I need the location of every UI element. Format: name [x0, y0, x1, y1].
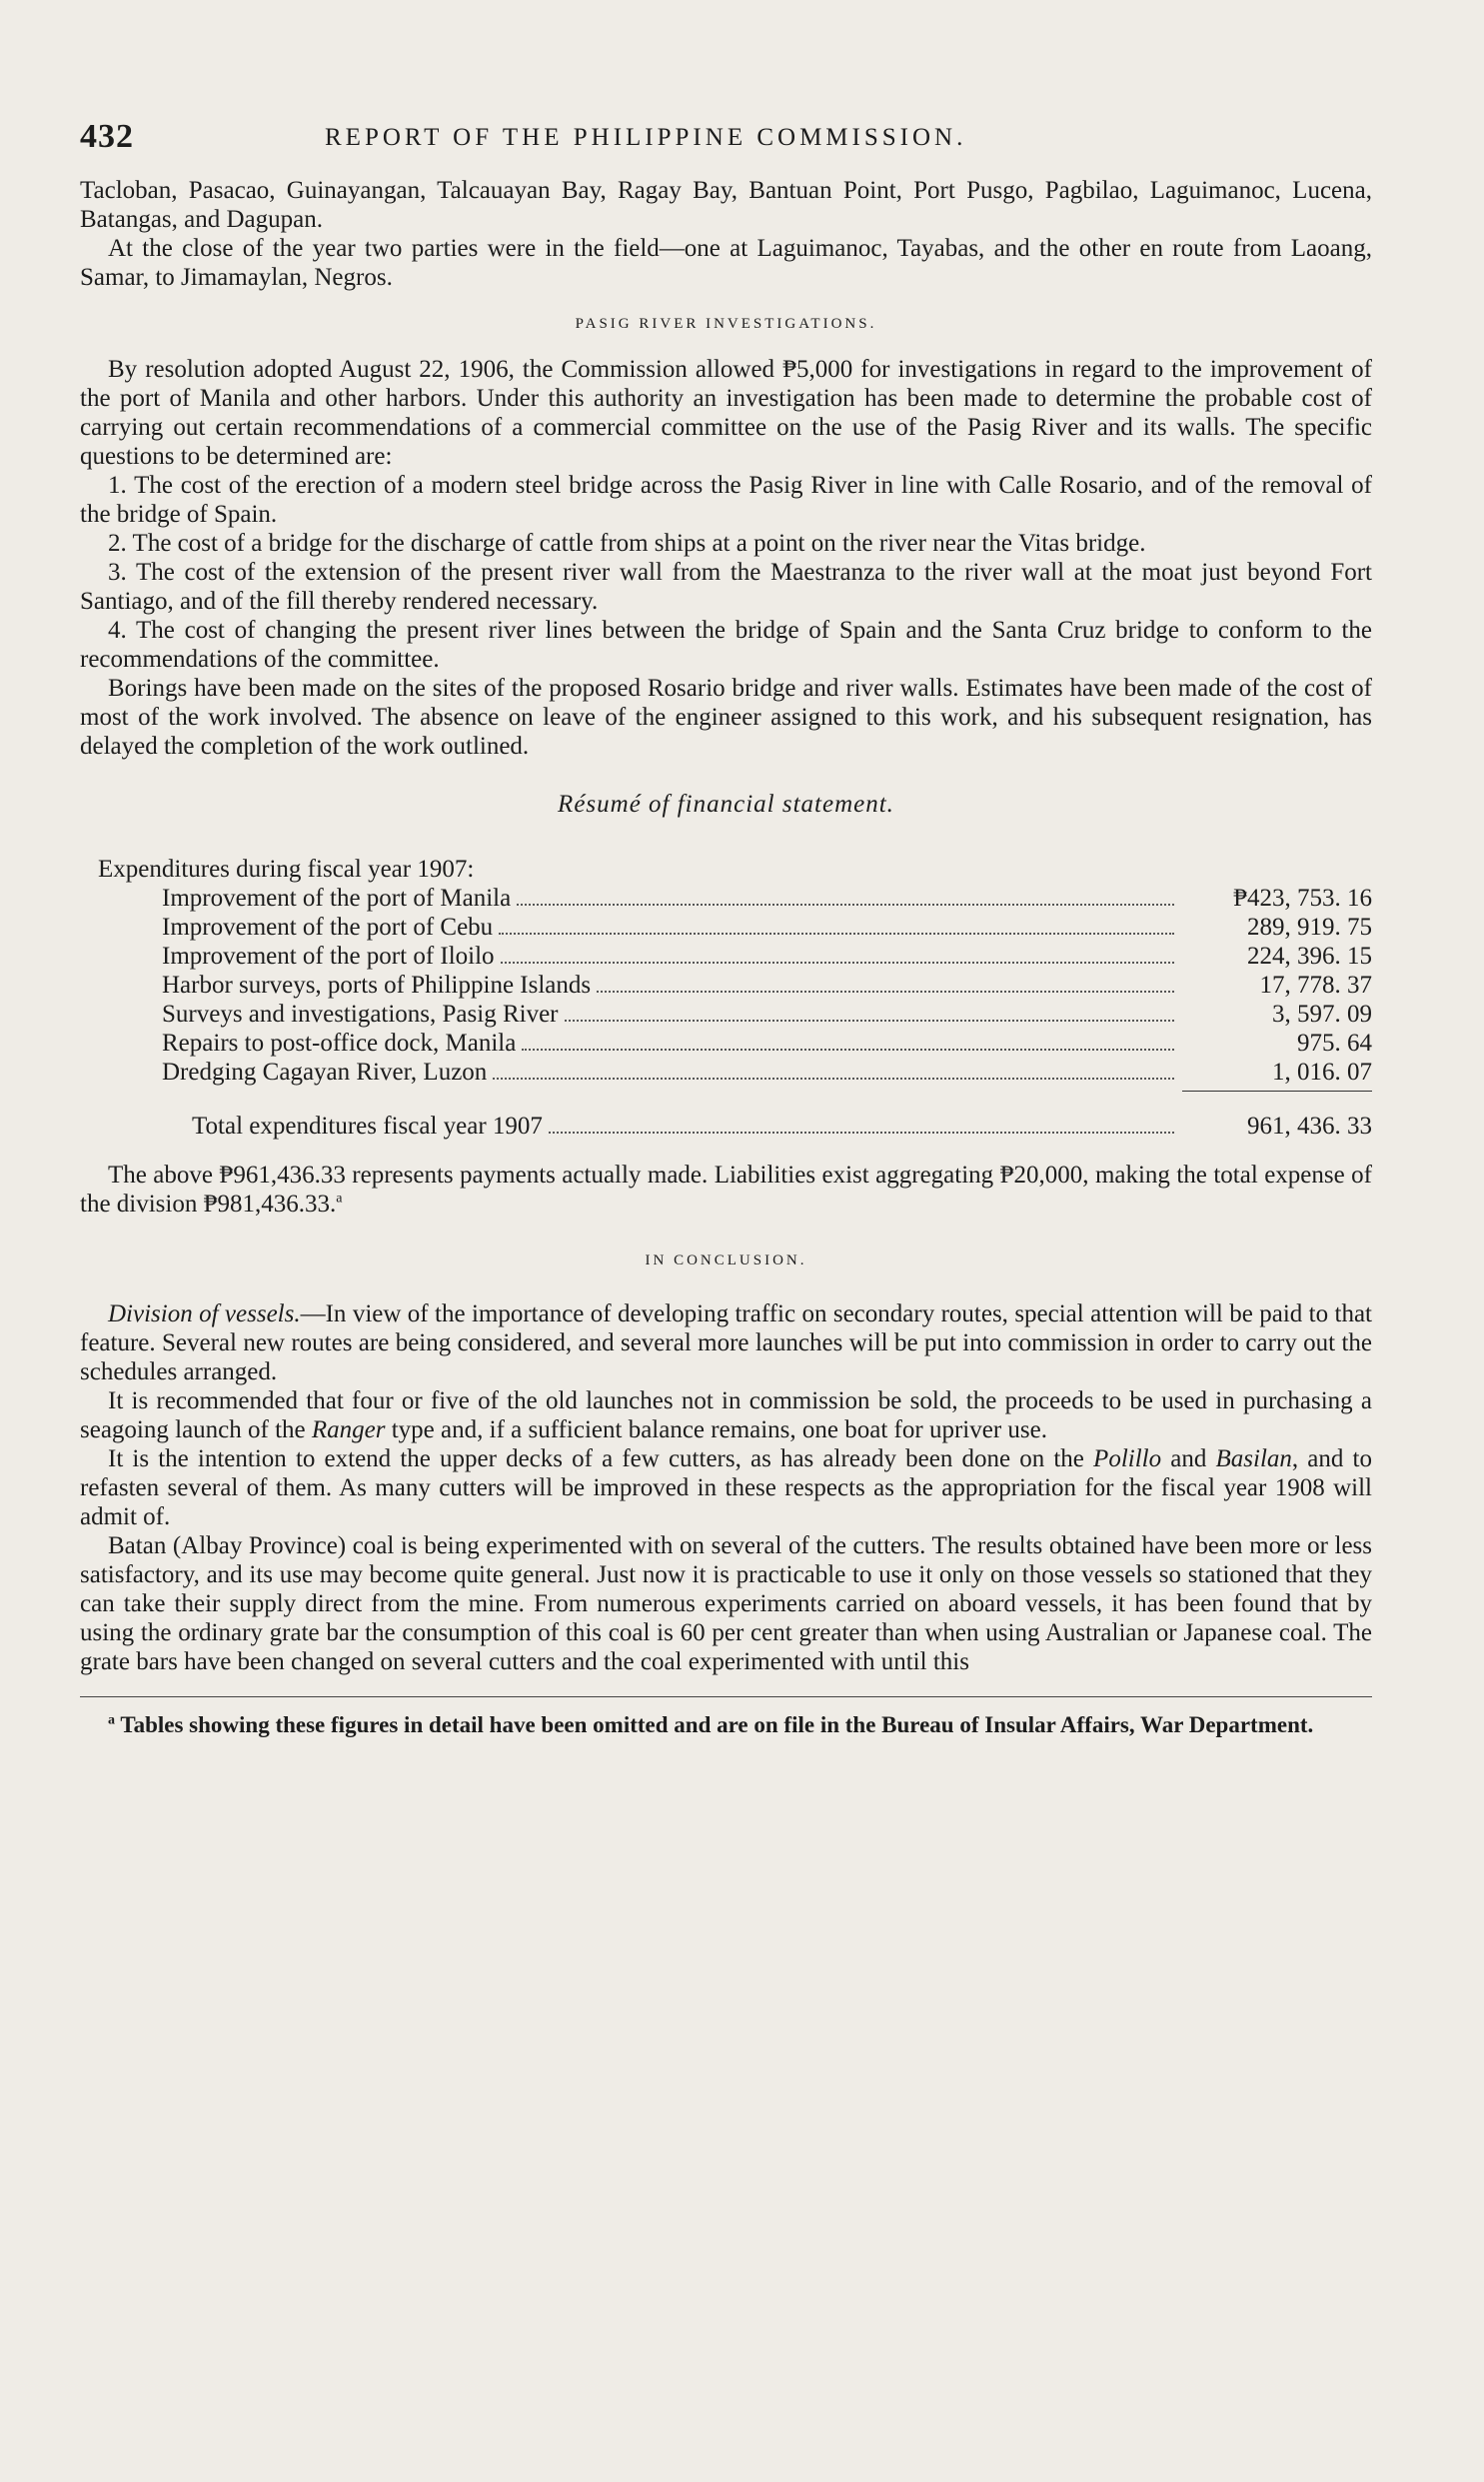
leader-dots	[517, 904, 1174, 906]
financial-statement-title: Résumé of financial statement.	[558, 791, 894, 818]
table-row	[80, 942, 1372, 971]
expense-label: Repairs to post-office dock, Manila	[162, 1030, 517, 1057]
conclusion-text: —In view of the importance of developing traffic on secondary routes, special attention will be paid to that feature. Several new routes are being considered, and several more launches will be put into commission in order to carry out the schedules arranged.	[80, 1300, 1372, 1385]
expense-label: Improvement of the port of Iloilo	[162, 943, 495, 970]
table-row	[80, 884, 1372, 913]
conclusion-heading: IN CONCLUSION.	[645, 1252, 807, 1268]
intro-paragraph-1: Tacloban, Pasacao, Guinayangan, Talcauayan Bay, Ragay Bay, Bantuan Point, Port Pusgo, Pagbilao, Laguimanoc, Lucena, Batangas, and Dagupan.	[80, 177, 1372, 233]
footnote-rule	[80, 1696, 1372, 1697]
table-row	[80, 1000, 1372, 1029]
expense-amount: 3, 597. 09	[1272, 1001, 1372, 1028]
expense-label: Improvement of the port of Manila	[162, 885, 512, 912]
vessel-name: Basilan	[1215, 1445, 1292, 1472]
footnote-text: Tables showing these figures in detail have been omitted and are on file in the Bureau of Insular Affairs, War Department.	[120, 1712, 1314, 1737]
pasig-question-2: 2. The cost of a bridge for the discharge of cattle from ships at a point on the river near the Vitas bridge.	[108, 530, 1146, 557]
expense-amount: ₱423, 753. 16	[1233, 885, 1372, 912]
table-row	[80, 1058, 1372, 1087]
expense-amount: 289, 919. 75	[1247, 914, 1372, 941]
pasig-question-4: 4. The cost of changing the present river lines between the bridge of Spain and the Santa Cruz bridge to conform to the recommendations of the committee.	[80, 617, 1372, 673]
page-number: 432	[80, 118, 134, 155]
leader-dots	[597, 991, 1174, 993]
conclusion-paragraph-4: Batan (Albay Province) coal is being experimented with on several of the cutters. The results obtained have been more or less satisfactory, and its use may become quite general. Just now it is practicable to use it only on those vessels so stationed that they can take their supply direct from the mine. From numerous experiments carried on aboard vessels, it has been found that by using the ordinary grate bar the consumption of this coal is 60 per cent greater than when using Australian or Japanese coal. The grate bars have been changed on several cutters and the coal experimented with until this	[80, 1532, 1372, 1675]
footnote-marker: a	[108, 1712, 115, 1728]
vessel-name: Polillo	[1093, 1445, 1162, 1472]
pasig-paragraph-borings: Borings have been made on the sites of the proposed Rosario bridge and river walls. Estimates have been made of the cost of most of the work involved. The absence on leave of the engineer assigned to this work, and his subsequent resignation, has delayed the completion of the work outlined.	[80, 675, 1372, 760]
leader-dots	[493, 1078, 1174, 1080]
expense-amount: 17, 778. 37	[1259, 972, 1372, 999]
leader-dots	[522, 1049, 1174, 1051]
conclusion-text: and	[1161, 1445, 1216, 1472]
division-of-vessels-title: Division of vessels.	[108, 1300, 301, 1327]
page-header	[80, 118, 1372, 176]
pasig-question-3: 3. The cost of the extension of the present river wall from the Maestranza to the river wall at the moat just beyond Fort Santiago, and of the fill thereby rendered necessary.	[80, 559, 1372, 615]
expense-label: Improvement of the port of Cebu	[162, 914, 494, 941]
pasig-paragraph: By resolution adopted August 22, 1906, the Commission allowed ₱5,000 for investigations in regard to the improvement of the port of Manila and other harbors. Under this authority an investigation has been made to determine the probable cost of carrying out certain recommendations of a commercial committee on the use of the Pasig River and its walls. The specific questions to be determined are:	[80, 356, 1372, 470]
pasig-section-heading: PASIG RIVER INVESTIGATIONS.	[575, 316, 877, 332]
liabilities-paragraph	[80, 1161, 1372, 1219]
expense-amount: 224, 396. 15	[1247, 943, 1372, 970]
conclusion-text: It is the intention to extend the upper decks of a few cutters, as has already been done on the	[108, 1445, 1094, 1472]
conclusion-paragraph-1	[80, 1299, 1372, 1386]
conclusion-text: , and to refasten several of them. As many cutters will be improved in these respects as the appropriation for the fiscal year 1908 will admit of.	[80, 1445, 1372, 1530]
table-row	[80, 971, 1372, 1000]
table-row	[80, 1029, 1372, 1058]
table-row	[80, 913, 1372, 942]
expense-amount: 1, 016. 07	[1272, 1059, 1372, 1086]
leader-dots	[565, 1020, 1175, 1022]
conclusion-paragraph-2	[80, 1386, 1372, 1444]
running-title: REPORT OF THE PHILIPPINE COMMISSION.	[325, 124, 967, 151]
expenditures-table	[80, 884, 1372, 1141]
footnote-marker: a	[336, 1191, 343, 1207]
total-label: Total expenditures fiscal year 1907	[192, 1113, 543, 1140]
vessel-name: Ranger	[311, 1416, 386, 1443]
liabilities-text: The above ₱961,436.33 represents payments actually made. Liabilities exist aggregating ₱20,000, making the total expense of the division ₱981,436.33.	[80, 1162, 1372, 1218]
pasig-question-1: 1. The cost of the erection of a modern steel bridge across the Pasig River in line with Calle Rosario, and of the removal of the bridge of Spain.	[80, 472, 1372, 528]
footnote	[80, 1711, 1372, 1738]
conclusion-paragraph-3	[80, 1444, 1372, 1531]
conclusion-text: It is recommended that four or five of the old launches not in commission be sold, the proceeds to be used in purchasing a seagoing launch of the	[80, 1387, 1372, 1443]
expense-amount: 975. 64	[1297, 1030, 1372, 1057]
leader-dots	[549, 1132, 1174, 1134]
expense-label: Harbor surveys, ports of Philippine Islands	[162, 972, 592, 999]
expenditures-intro: Expenditures during fiscal year 1907:	[98, 856, 475, 883]
total-rule	[1182, 1091, 1372, 1092]
expense-label: Surveys and investigations, Pasig River	[162, 1001, 559, 1028]
total-row	[80, 1112, 1372, 1141]
leader-dots	[501, 962, 1174, 964]
leader-dots	[499, 933, 1174, 935]
total-amount: 961, 436. 33	[1247, 1113, 1372, 1140]
intro-paragraph-2: At the close of the year two parties were in the field—one at Laguimanoc, Tayabas, and the other en route from Laoang, Samar, to Jimamaylan, Negros.	[80, 235, 1372, 291]
expense-label: Dredging Cagayan River, Luzon	[162, 1059, 488, 1086]
document-page	[80, 118, 1372, 1738]
conclusion-text: type and, if a sufficient balance remains, one boat for upriver use.	[385, 1416, 1047, 1443]
